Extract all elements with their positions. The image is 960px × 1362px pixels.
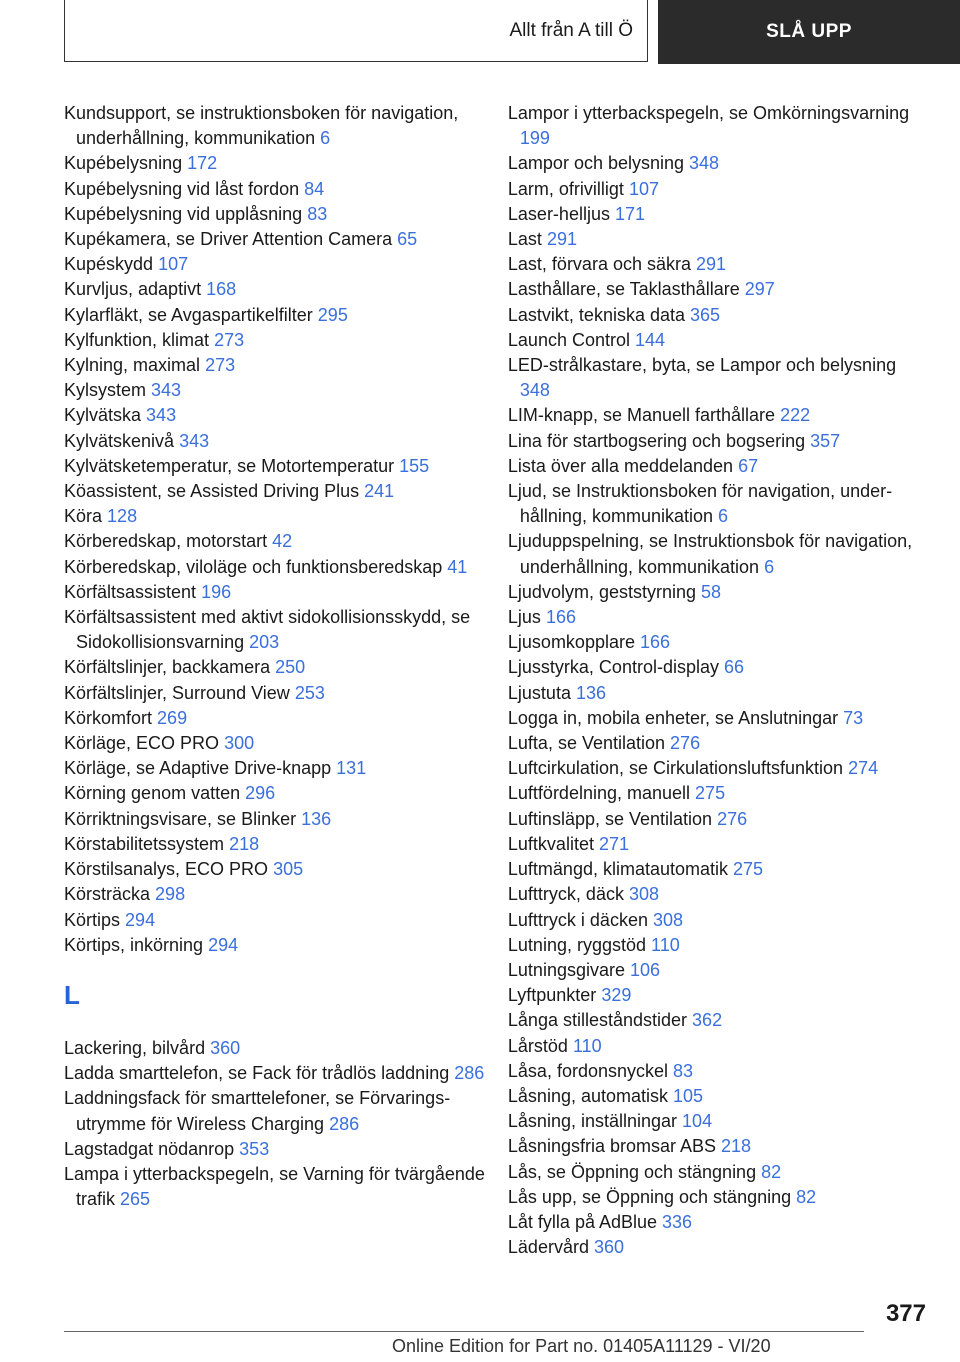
index-entry-page-link[interactable]: 218 <box>229 833 260 854</box>
index-entry <box>508 580 924 605</box>
index-entry-page-link[interactable]: 343 <box>179 430 210 451</box>
index-entry <box>508 252 924 277</box>
index-entry <box>64 328 500 353</box>
index-entry <box>508 1210 924 1235</box>
index-entry <box>508 277 924 302</box>
index-entry-page-link[interactable]: 273 <box>205 355 236 376</box>
index-entry-page-link[interactable]: 136 <box>575 682 607 703</box>
index-entry <box>508 1084 924 1109</box>
index-entry <box>508 303 924 328</box>
index-entry-term: Lampor i ytterbackspegeln, se Omkörningsvarning <box>507 103 910 123</box>
index-entry <box>64 1162 500 1212</box>
index-entry <box>508 731 924 756</box>
index-entry <box>508 857 924 882</box>
index-entry <box>508 479 924 529</box>
index-entry-term: Köassistent, se Assisted Driving Plus <box>64 481 360 502</box>
index-entry-term: Kupébelysning <box>64 153 183 174</box>
tab-index-a-to-o[interactable]: Allt från A till Ö <box>64 0 648 62</box>
index-entry-term: Kylvätskenivå <box>64 430 175 451</box>
index-entry-page-link[interactable]: 343 <box>146 405 177 426</box>
index-entry-page-link[interactable]: 144 <box>635 329 666 350</box>
index-entry-term: Ljusstyrka, Control-display <box>507 657 719 678</box>
index-entry-page-link[interactable]: 82 <box>761 1161 782 1182</box>
index-entry-page-link[interactable]: 250 <box>275 657 306 678</box>
index-entry-page-link[interactable]: 172 <box>187 153 218 174</box>
index-entry-page-link[interactable]: 196 <box>201 581 232 602</box>
index-entry-term: Låsa, fordonsnyckel <box>507 1060 668 1081</box>
index-entry-page-link[interactable]: 218 <box>721 1136 752 1157</box>
index-entry-term: Ljuduppspelning, se Instruktionsbok för navigation, underhållning, kommunikation <box>507 531 913 577</box>
index-entry <box>64 832 500 857</box>
index-entry-term: Lås upp, se Öppning och stängning <box>507 1186 792 1207</box>
index-entry-term: Körfältsassistent med aktivt sidokollisionsskydd, se Sidokollisionsvarning <box>64 607 471 653</box>
index-entry <box>64 807 500 832</box>
index-entry-term: Körstabilitetssystem <box>64 833 225 854</box>
index-entry-page-link[interactable]: 199 <box>519 128 550 149</box>
index-entry-term: Lina för startbogsering och bogsering <box>507 430 806 451</box>
index-entry-page-link[interactable]: 275 <box>733 859 764 880</box>
index-entry <box>64 580 500 605</box>
index-entry <box>64 706 500 731</box>
index-entry-page-link[interactable]: 294 <box>208 934 239 955</box>
index-entry <box>64 227 500 252</box>
index-entry <box>64 1137 500 1162</box>
index-entry-page-link[interactable]: 286 <box>329 1113 360 1134</box>
index-entry-term: Lastvikt, tekniska data <box>507 304 685 325</box>
index-entry-term: Larm, ofrivilligt <box>507 178 624 199</box>
index-entry-page-link[interactable]: 296 <box>245 783 276 804</box>
index-entry-term: Körtips, inkörning <box>64 934 204 955</box>
index-entry-page-link[interactable]: 362 <box>692 1010 723 1031</box>
index-entry-page-link[interactable]: 42 <box>272 531 293 552</box>
index-entry-page-link[interactable]: 336 <box>662 1211 693 1232</box>
index-entry-page-link[interactable]: 329 <box>601 985 632 1006</box>
index-entry-page-link[interactable]: 107 <box>628 178 659 199</box>
index-entry <box>64 731 500 756</box>
index-entry-page-link[interactable]: 291 <box>696 254 727 275</box>
index-entry <box>508 832 924 857</box>
index-entry-term: Kylvätska <box>64 405 142 426</box>
index-entry-page-link[interactable]: 6 <box>764 556 775 577</box>
index-entry <box>508 429 924 454</box>
index-entry-term: Låt fylla på AdBlue <box>507 1211 658 1232</box>
index-entry-page-link[interactable]: 6 <box>718 506 729 527</box>
index-entry-page-link[interactable]: 171 <box>614 203 646 224</box>
index-entry-page-link[interactable]: 276 <box>717 808 748 829</box>
index-entry-page-link[interactable]: 286 <box>454 1063 485 1084</box>
index-entry-page-link[interactable]: 58 <box>701 581 722 602</box>
index-entry <box>508 706 924 731</box>
index-entry <box>508 403 924 428</box>
index-entry-term: Luftfördelning, manuell <box>507 783 691 804</box>
index-entry <box>508 807 924 832</box>
index-entry-term: Kylfunktion, klimat <box>64 329 210 350</box>
index-entry-page-link[interactable]: 298 <box>155 884 186 905</box>
index-entry-term: Laser-helljus <box>507 203 610 224</box>
index-entry <box>64 756 500 781</box>
index-entry-term: Kupéskydd <box>64 254 154 275</box>
index-entry-term: Kylvätsketemperatur, se Motortemperatur <box>64 455 395 476</box>
index-entry <box>64 101 500 151</box>
index-entry-page-link[interactable]: 110 <box>651 934 680 955</box>
index-entry-page-link[interactable]: 203 <box>249 632 280 653</box>
index-entry-page-link[interactable]: 297 <box>744 279 775 300</box>
index-entry-page-link[interactable]: 343 <box>151 380 182 401</box>
index-entry-page-link[interactable]: 308 <box>628 884 660 905</box>
index-entry-page-link[interactable]: 360 <box>593 1237 625 1258</box>
index-entry <box>64 1061 500 1086</box>
index-entry-term: Lutningsgivare <box>507 959 625 980</box>
index-entry <box>64 403 500 428</box>
index-entry <box>508 1008 924 1033</box>
index-entry <box>64 429 500 454</box>
page-number: 377 <box>885 1300 926 1327</box>
index-entry <box>508 1109 924 1134</box>
index-entry <box>64 303 500 328</box>
index-entry-term: Logga in, mobila enheter, se Anslutningar <box>507 707 839 728</box>
index-entry-term: LIM-knapp, se Manuell farthållare <box>507 405 776 426</box>
index-entry-page-link[interactable]: 104 <box>682 1111 713 1132</box>
index-entry <box>508 756 924 781</box>
index-entry-page-link[interactable]: 73 <box>843 707 864 728</box>
index-entry <box>508 1235 924 1260</box>
index-entry <box>64 202 500 227</box>
section-letter-heading: L <box>64 979 80 1010</box>
index-entry <box>508 781 924 806</box>
index-entry-term: Kylsystem <box>64 380 147 401</box>
index-entry-page-link[interactable]: 6 <box>320 128 331 149</box>
index-entry <box>64 908 500 933</box>
index-entry-term: Körriktningsvisare, se Blinker <box>64 808 297 829</box>
index-entry-page-link[interactable]: 41 <box>447 556 468 577</box>
index-entry <box>64 454 500 479</box>
index-entry-term: Luftinsläpp, se Ventilation <box>507 808 713 829</box>
index-entry <box>64 857 500 882</box>
index-entry-page-link[interactable]: 136 <box>301 808 332 829</box>
index-entry-term: Lädervård <box>507 1237 589 1258</box>
index-entry-page-link[interactable]: 273 <box>214 329 245 350</box>
index-entry-term: Körkomfort <box>64 707 153 728</box>
index-entry-term: Låsning, inställningar <box>507 1111 678 1132</box>
index-entry-page-link[interactable]: 168 <box>206 279 237 300</box>
index-entry-term: Ljusomkopplare <box>507 632 635 653</box>
index-entry-page-link[interactable]: 131 <box>336 758 367 779</box>
index-entry <box>508 630 924 655</box>
index-entry <box>64 504 500 529</box>
index-entry-page-link[interactable]: 66 <box>724 657 745 678</box>
index-entry <box>64 781 500 806</box>
index-entry-page-link[interactable]: 105 <box>673 1085 704 1106</box>
index-entry-term: Laddningsfack för smarttelefoner, se Förvaringsutrymme för Wireless Charging <box>64 1088 451 1134</box>
index-entry <box>64 529 500 554</box>
index-entry-term: Kurvljus, adaptivt <box>64 279 202 300</box>
index-entry <box>64 151 500 176</box>
index-entry-page-link[interactable]: 271 <box>598 833 630 854</box>
index-entry-term: Kylning, maximal <box>64 355 201 376</box>
index-entry <box>508 1034 924 1059</box>
index-entry-page-link[interactable]: 305 <box>273 859 304 880</box>
index-entry-page-link[interactable]: 83 <box>307 203 328 224</box>
index-entry <box>64 277 500 302</box>
footer-edition-text: Online Edition for Part no. 01405A11129 - VI/20 <box>392 1336 771 1356</box>
index-entry <box>508 227 924 252</box>
index-entry-term: Körläge, se Adaptive Drive-knapp <box>64 758 332 779</box>
index-entry-term: Ladda smarttelefon, se Fack för trådlös laddning <box>64 1063 450 1084</box>
index-entry-page-link[interactable]: 128 <box>107 506 138 527</box>
header-tabs <box>64 0 960 64</box>
index-entry-page-link[interactable]: 65 <box>397 229 418 250</box>
index-entry-page-link[interactable]: 300 <box>224 733 255 754</box>
index-entry-page-link[interactable]: 253 <box>294 682 325 703</box>
index-entry-page-link[interactable]: 82 <box>796 1186 817 1207</box>
index-entry-page-link[interactable]: 67 <box>738 455 759 476</box>
index-entry-page-link[interactable]: 348 <box>689 153 720 174</box>
index-entry-term: Långa stilleståndstider <box>507 1010 688 1031</box>
index-columns <box>64 101 924 1260</box>
index-entry-page-link[interactable]: 106 <box>630 959 661 980</box>
index-entry <box>508 1059 924 1084</box>
index-entry <box>508 454 924 479</box>
index-entry <box>508 101 924 151</box>
footer-divider <box>64 1331 864 1332</box>
index-entry-term: Körfältslinjer, Surround View <box>64 682 290 703</box>
index-entry <box>64 681 500 706</box>
index-entry-term: Lagstadgat nödanrop <box>64 1138 235 1159</box>
index-entry-term: Körfältslinjer, backkamera <box>64 657 271 678</box>
index-entry <box>64 378 500 403</box>
index-entry-term: Lackering, bilvård <box>64 1037 206 1058</box>
index-entry-term: Lufta, se Ventilation <box>507 733 666 754</box>
tab-lookup[interactable]: SLÅ UPP <box>658 0 960 64</box>
index-entry <box>508 958 924 983</box>
index-entry-term: Last <box>507 229 542 250</box>
index-entry <box>64 252 500 277</box>
index-entry <box>64 933 500 958</box>
index-entry-page-link[interactable]: 353 <box>239 1138 270 1159</box>
index-entry-term: Låsningsfria bromsar ABS <box>507 1136 717 1157</box>
index-entry <box>508 353 924 403</box>
index-entry-term: Körstilsanalys, ECO PRO <box>64 859 269 880</box>
index-entry-term: Kylarfläkt, se Avgaspartikelfilter <box>64 304 313 325</box>
index-entry-term: Lampa i ytterbackspegeln, se Varning för tvärgående trafik <box>64 1163 485 1210</box>
index-entry-term: Luftmängd, klimatautomatik <box>507 859 729 880</box>
index-entry-term: LED-strålkastare, byta, se Lampor och belysning <box>507 355 897 376</box>
index-entry-page-link[interactable]: 241 <box>364 481 395 502</box>
index-entry <box>508 681 924 706</box>
index-entry <box>508 177 924 202</box>
index-entry-page-link[interactable]: 294 <box>125 909 156 930</box>
index-entry-term: Kupébelysning vid upplåsning <box>64 203 303 224</box>
index-entry <box>508 1160 924 1185</box>
index-entry-page-link[interactable]: 166 <box>545 607 576 628</box>
index-entry <box>64 177 500 202</box>
index-entry <box>508 983 924 1008</box>
index-entry-term: Luftcirkulation, se Cirkulationsluftsfunktion <box>507 758 844 779</box>
index-entry-term: Kupékamera, se Driver Attention Camera <box>64 229 393 250</box>
index-entry <box>64 479 500 504</box>
index-entry-term: Ljud, se Instruktionsboken för navigation, underhållning, kommunikation <box>507 481 893 527</box>
index-entry-term: Kundsupport, se instruktionsboken för navigation, underhållning, kommunikation <box>64 103 459 149</box>
index-entry-page-link[interactable]: 295 <box>317 304 348 325</box>
index-entry-term: Luftkvalitet <box>507 833 594 854</box>
index-entry <box>508 151 924 176</box>
index-entry-page-link[interactable]: 360 <box>210 1037 241 1058</box>
index-entry-page-link[interactable]: 84 <box>304 178 325 199</box>
index-entry-page-link[interactable]: 291 <box>546 229 577 250</box>
index-entry-term: Lista över alla meddelanden <box>507 455 734 476</box>
index-column-right <box>508 101 924 1260</box>
index-entry-term: Körfältsassistent <box>64 581 197 602</box>
index-entry-page-link[interactable]: 274 <box>848 758 879 779</box>
index-entry-term: Ljudvolym, geststyrning <box>507 581 696 602</box>
index-entry-page-link[interactable]: 348 <box>519 380 550 401</box>
index-entry <box>508 529 924 579</box>
index-entry-term: Körsträcka <box>64 884 151 905</box>
index-entry-term: Lås, se Öppning och stängning <box>507 1161 757 1182</box>
index-entry-page-link[interactable]: 308 <box>652 909 684 930</box>
index-entry-term: Launch Control <box>507 329 630 350</box>
index-entry-term: Kupébelysning vid låst fordon <box>64 178 300 199</box>
index-entry <box>508 202 924 227</box>
index-entry <box>508 933 924 958</box>
index-entry-term: Last, förvara och säkra <box>507 254 691 275</box>
index-entry <box>64 882 500 907</box>
index-entry <box>64 1036 500 1061</box>
index-entry-term: Körberedskap, motorstart <box>64 531 268 552</box>
index-entry <box>508 1134 924 1159</box>
index-entry-page-link[interactable]: 110 <box>572 1035 602 1056</box>
index-entry-page-link[interactable]: 269 <box>157 707 188 728</box>
index-column-left <box>64 101 500 1260</box>
index-entry-term: Lufttryck i däcken <box>507 909 648 930</box>
index-entry <box>64 1086 500 1136</box>
index-entry-term: Lasthållare, se Taklasthållare <box>507 279 740 300</box>
index-entry <box>508 1185 924 1210</box>
index-entry-term: Körning genom vatten <box>64 783 241 804</box>
index-entry <box>64 655 500 680</box>
index-entry-page-link[interactable]: 155 <box>399 455 430 476</box>
index-entry-term: Lampor och belysning <box>507 153 685 174</box>
index-entry-term: Lårstöd <box>507 1035 568 1056</box>
index-entry-term: Lyftpunkter <box>507 985 597 1006</box>
index-entry-term: Körtips <box>64 909 121 930</box>
index-entry-page-link[interactable]: 107 <box>158 254 189 275</box>
index-entry <box>64 353 500 378</box>
index-entry <box>64 605 500 655</box>
index-entry-term: Körläge, ECO PRO <box>64 733 220 754</box>
index-entry-term: Ljustuta <box>507 682 571 703</box>
index-entry-term: Lutning, ryggstöd <box>507 934 646 955</box>
index-entry-page-link[interactable]: 166 <box>640 632 671 653</box>
index-entry-page-link[interactable]: 365 <box>690 304 721 325</box>
index-entry <box>64 555 500 580</box>
index-entry-page-link[interactable]: 276 <box>670 733 701 754</box>
index-entry-page-link[interactable]: 83 <box>673 1060 694 1081</box>
index-entry <box>508 655 924 680</box>
index-entry <box>508 908 924 933</box>
index-entry-term: Låsning, automatisk <box>507 1085 668 1106</box>
index-entry-term: Ljus <box>507 607 541 628</box>
index-entry <box>508 328 924 353</box>
index-entry-term: Lufttryck, däck <box>507 884 624 905</box>
footer-edition <box>392 1336 771 1357</box>
index-entry-term: Körberedskap, viloläge och funktionsberedskap <box>64 556 443 577</box>
index-entry-page-link[interactable]: 222 <box>780 405 811 426</box>
index-entry <box>508 605 924 630</box>
index-entry-page-link[interactable]: 265 <box>120 1189 151 1210</box>
index-entry <box>508 882 924 907</box>
index-entry-term: Köra <box>64 506 103 527</box>
index-entry-page-link[interactable]: 275 <box>695 783 726 804</box>
index-entry-page-link[interactable]: 357 <box>810 430 841 451</box>
